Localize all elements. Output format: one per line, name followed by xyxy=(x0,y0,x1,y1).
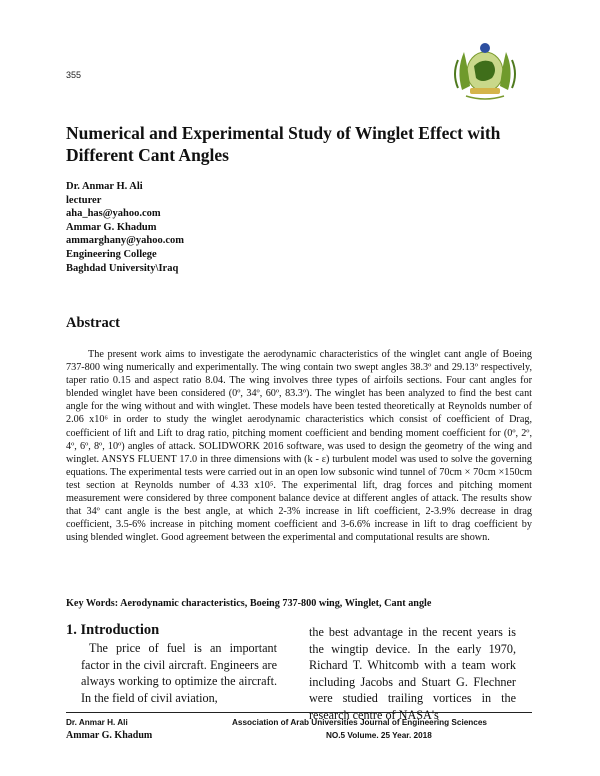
keywords: Key Words: Aerodynamic characteristics, Boeing 737-800 wing, Winglet, Cant angle xyxy=(66,598,432,609)
author-name: Dr. Anmar H. Ali xyxy=(66,181,143,192)
journal-issue: NO.5 Volume. 25 Year. 2018 xyxy=(326,731,432,740)
intro-column-left: The price of fuel is an important factor in the civil aircraft. Engineers are always working to optimize the aircraft. In the field of civil aviation, xyxy=(81,641,277,705)
abstract-heading: Abstract xyxy=(66,315,120,331)
footer-journal xyxy=(232,716,532,742)
author-name: Ammar G. Khadum xyxy=(66,221,157,233)
journal-name: Association of Arab Universities Journal of Engineering Sciences xyxy=(232,718,487,727)
author-affiliation: Baghdad University\Iraq xyxy=(66,262,179,274)
footer-divider xyxy=(66,712,532,713)
author-role: lecturer xyxy=(66,194,102,206)
author-email[interactable]: aha_has@yahoo.com xyxy=(66,208,161,220)
abstract-body: The present work aims to investigate the aerodynamic characteristics of the winglet cant angle of Boeing 737-800 wing numerically and experimentally. The wing contain two swept angles 38.3º and 29.13º respectively, taper ratio 0.15 and aspect ratio 8.04. The wing involves three types of airfoils sections. Four cant angles for blended winglet have been considered (0º, 34º, 60º, 83.3º). The winglet has been analyzed to find the best cant angle for the wing without and with winglet. These models have been tested theoretically at Reynolds number of 2.06 x10⁶ in order to study the winglet aerodynamic characteristics which consist of coefficient of Drag, coefficient of lift and Lift to drag ratio, pitching moment coefficient and bending moment coefficient for (0º, 2º, 4º, 6º, 8º, 10º) angles of attack. SOLIDWORK 2016 software, was used to design the geometry of the wing and winglet. ANSYS FLUENT 17.0 in three dimensions with (k - ε) turbulent model was used to solve the governing equations. The experimental tests were carried out in an open low subsonic wind tunnel of 70cm × 70cm ×150cm test section at Reynolds number of 4.33 x10⁵. The experimental lift, drag forces and pitching moment measurement were considered by three component balance device at different angles of attack. The results show that 34º cant angle is the best angle, at which 2-3% increase in lift coefficient, 2-3.9% decrease in drag coefficient, 3.5-6% increase in pitching moment coefficient and 3-6.6% increase in lift to drag coefficient by using blended winglet. Good agreement between the experimental and computational results are shown. xyxy=(66,349,532,544)
association-emblem-icon xyxy=(448,40,522,102)
footer-author: Dr. Anmar H. Ali xyxy=(66,718,128,727)
intro-column-right: the best advantage in the recent years is the wingtip device. In the early 1970, Richard T. Whitcomb with a team work including Jacobs and Stuart G. Flechner were studied trailing vortices in the research centre of NASA's xyxy=(309,625,516,722)
author-block xyxy=(66,180,366,275)
paper-title: Numerical and Experimental Study of Winglet Effect with Different Cant Angles xyxy=(66,123,501,165)
section-heading: 1. Introduction xyxy=(66,622,160,638)
author-email[interactable]: ammarghany@yahoo.com xyxy=(66,235,184,247)
author-affiliation: Engineering College xyxy=(66,248,157,260)
footer-authors xyxy=(66,716,152,742)
page-number: 355 xyxy=(66,70,82,80)
footer-author: Ammar G. Khadum xyxy=(66,730,153,741)
